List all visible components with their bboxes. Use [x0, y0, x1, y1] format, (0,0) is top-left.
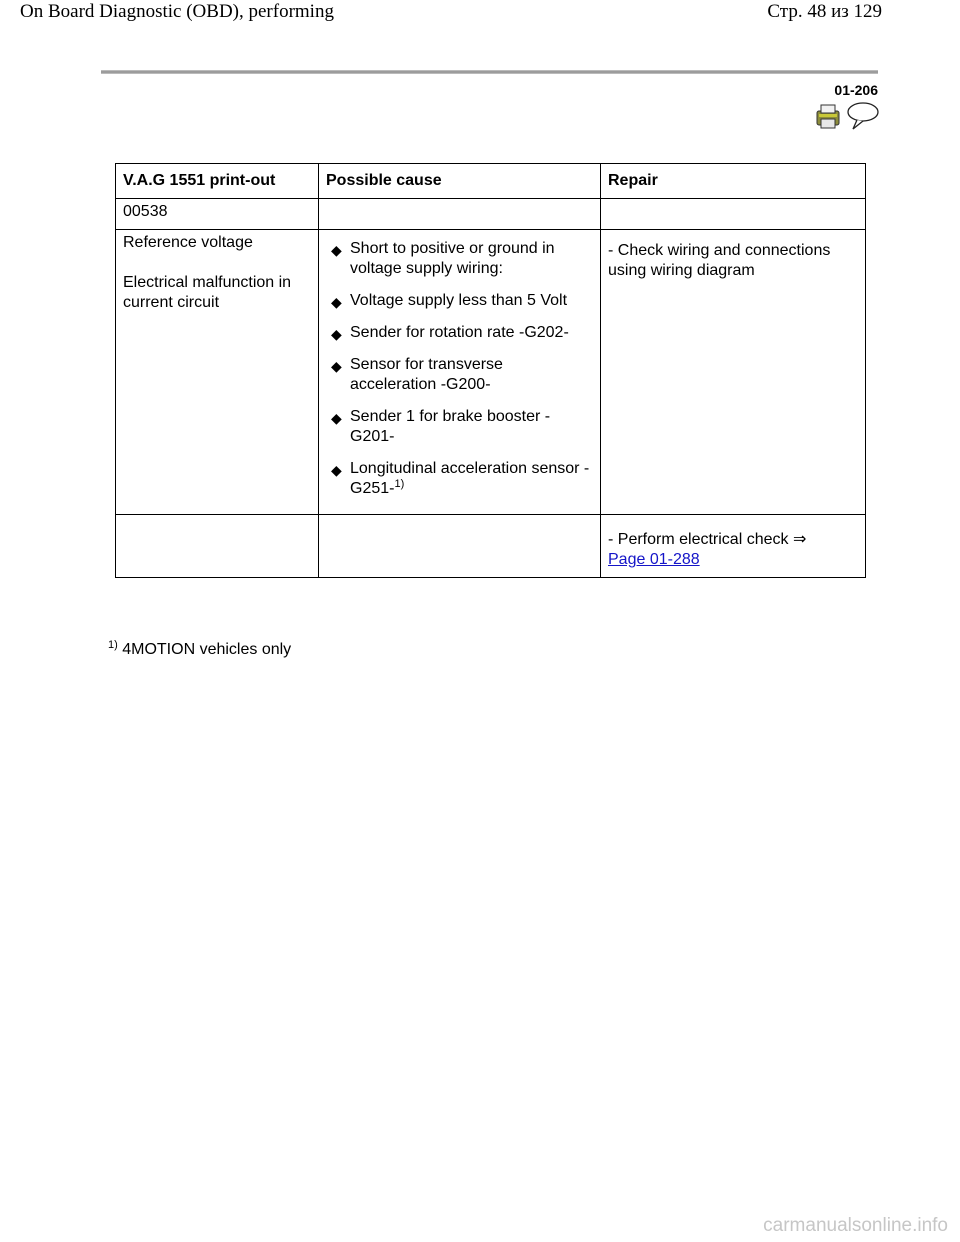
- document-title: On Board Diagnostic (OBD), performing: [20, 1, 334, 22]
- cause-list: [326, 239, 593, 499]
- table-row: [116, 199, 866, 230]
- fault-code: 00538: [116, 199, 319, 230]
- printer-icon[interactable]: [817, 105, 839, 128]
- empty-cell: [116, 515, 319, 578]
- toolbar-icons: [813, 101, 881, 131]
- list-item: ◆ Sender for rotation rate -G202-: [331, 324, 569, 342]
- cause-cell: [319, 230, 601, 515]
- col-header-printout: V.A.G 1551 print-out: [116, 164, 319, 199]
- diamond-bullet-icon: ◆: [331, 410, 342, 426]
- printout-line: Electrical malfunction in current circuit: [123, 274, 292, 311]
- list-item: ◆ Short to positive or ground in voltage supply wiring:: [331, 240, 555, 277]
- repair-cell: [601, 230, 866, 515]
- footnote-text: 4MOTION vehicles only: [122, 641, 292, 658]
- diamond-bullet-icon: ◆: [331, 294, 342, 310]
- footnote-ref[interactable]: 1): [394, 478, 405, 490]
- table-row: [116, 515, 866, 578]
- table-row: [116, 230, 866, 515]
- header-divider: [101, 70, 878, 74]
- empty-cell: [319, 515, 601, 578]
- list-item: ◆ Sensor for transverse acceleration -G200-: [331, 356, 503, 393]
- empty-cell: [319, 199, 601, 230]
- list-item: ◆ Longitudinal acceleration sensor -G251-$^{1)}$: [331, 460, 590, 497]
- empty-cell: [601, 199, 866, 230]
- list-item: ◆ Voltage supply less than 5 Volt: [331, 292, 568, 310]
- speech-bubble-icon[interactable]: [848, 103, 878, 129]
- diamond-bullet-icon: ◆: [331, 326, 342, 342]
- table-header-row: [116, 164, 866, 199]
- footnote: [108, 641, 291, 659]
- repair-cell: [601, 515, 866, 578]
- repair-instruction: - Perform electrical check ⇒: [608, 531, 807, 548]
- printout-line: Reference voltage: [123, 234, 253, 251]
- page-link[interactable]: Page 01-288: [608, 551, 700, 568]
- page-counter: Стр. 48 из 129: [767, 1, 882, 22]
- repair-instruction: - Check wiring and connections using wiring diagram: [608, 242, 831, 279]
- footnote-marker: 1): [108, 639, 118, 651]
- col-header-cause: Possible cause: [319, 164, 601, 199]
- col-header-repair: Repair: [601, 164, 866, 199]
- diagnostic-table: [115, 163, 866, 578]
- page-code: 01-206: [834, 82, 878, 98]
- diamond-bullet-icon: ◆: [331, 358, 342, 374]
- list-item: ◆ Sender 1 for brake booster -G201-: [331, 408, 551, 445]
- diamond-bullet-icon: ◆: [331, 462, 342, 478]
- watermark: carmanualsonline.info: [763, 1215, 948, 1236]
- printout-cell: [116, 230, 319, 515]
- diamond-bullet-icon: ◆: [331, 242, 342, 258]
